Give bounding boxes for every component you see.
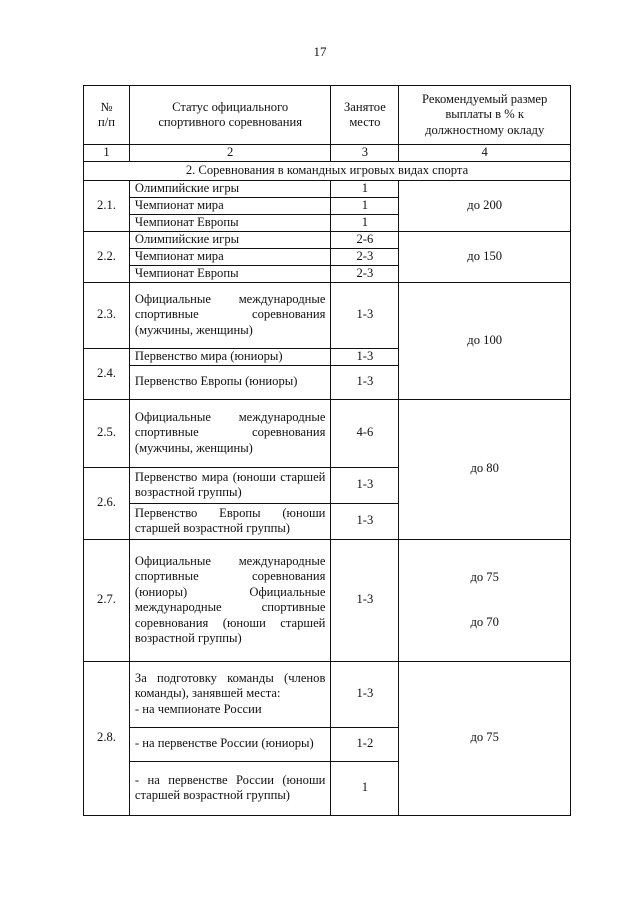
section-title: 2. Соревнования в командных игровых видах спорта [84,161,571,180]
table-row [84,539,571,661]
column-numbers-row [84,145,571,162]
status-cell: Официальные международные спортивные соревнования (мужчины, женщины) [129,282,331,348]
col-number: 3 [331,145,399,162]
payment-table [83,85,571,816]
status-cell: Первенство Европы (юниоры) [129,365,331,399]
payment-cell: до 150 [399,231,571,282]
section-row [84,161,571,180]
place-cell: 1 [331,197,399,214]
place-cell: 1-2 [331,727,399,761]
header-status: Статус официального спортивного соревнования [129,86,331,145]
status-cell: Официальные международные спортивные соревнования (мужчины, женщины) [129,399,331,467]
place-cell: 1-3 [331,365,399,399]
table-row [84,231,571,248]
payment-cell: до 200 [399,180,571,231]
row-number: 2.1. [84,180,130,231]
payment-cell: до 100 [399,282,571,399]
place-cell: 1 [331,180,399,197]
status-cell: Чемпионат Европы [129,265,331,282]
status-cell: Первенство Европы (юноши старшей возрастной группы) [129,503,331,539]
status-cell: Чемпионат мира [129,248,331,265]
payment-cell [399,539,571,661]
col-number: 4 [399,145,571,162]
status-cell: Официальные международные спортивные соревнования (юниоры) Официальные международные спортивные соревнования (юноши старшей возрастной группы) [129,539,331,661]
row-number: 2.5. [84,399,130,467]
payment-value: до 75 [470,569,499,584]
header-row [84,86,571,145]
header-num: № п/п [84,86,130,145]
place-cell: 4-6 [331,399,399,467]
table-row [84,282,571,348]
status-cell: Олимпийские игры [129,180,331,197]
place-cell: 1-3 [331,282,399,348]
col-number: 1 [84,145,130,162]
table-row [84,661,571,727]
row-number: 2.8. [84,661,130,815]
row-number: 2.6. [84,467,130,539]
table-row [84,180,571,197]
page-number: 17 [313,44,327,59]
row-number: 2.3. [84,282,130,348]
place-cell: 2-3 [331,265,399,282]
place-cell: 1 [331,214,399,231]
table-row [84,399,571,467]
status-cell: Первенство мира (юниоры) [129,348,331,365]
col-number: 2 [129,145,331,162]
place-cell: 1-3 [331,661,399,727]
payment-cell: до 75 [399,661,571,815]
place-cell: 1-3 [331,348,399,365]
row-number: 2.7. [84,539,130,661]
status-cell: Чемпионат Европы [129,214,331,231]
status-cell: Олимпийские игры [129,231,331,248]
place-cell: 1-3 [331,539,399,661]
place-cell: 2-3 [331,248,399,265]
status-cell: Чемпионат мира [129,197,331,214]
place-cell: 1-3 [331,503,399,539]
status-cell: - на первенстве России (юниоры) [129,727,331,761]
status-cell: Первенство мира (юноши старшей возрастной группы) [129,467,331,503]
status-cell: За подготовку команды (членов команды), занявшей места: - на чемпионате России [129,661,331,727]
status-cell: - на первенстве России (юноши старшей возрастной группы) [129,761,331,815]
place-cell: 2-6 [331,231,399,248]
payment-cell: до 80 [399,399,571,539]
place-cell: 1 [331,761,399,815]
row-number: 2.4. [84,348,130,399]
header-payment: Рекомендуемый размер выплаты в % к должностному окладу [399,86,571,145]
place-cell: 1-3 [331,467,399,503]
row-number: 2.2. [84,231,130,282]
payment-value: до 70 [470,615,499,629]
header-place: Занятое место [331,86,399,145]
